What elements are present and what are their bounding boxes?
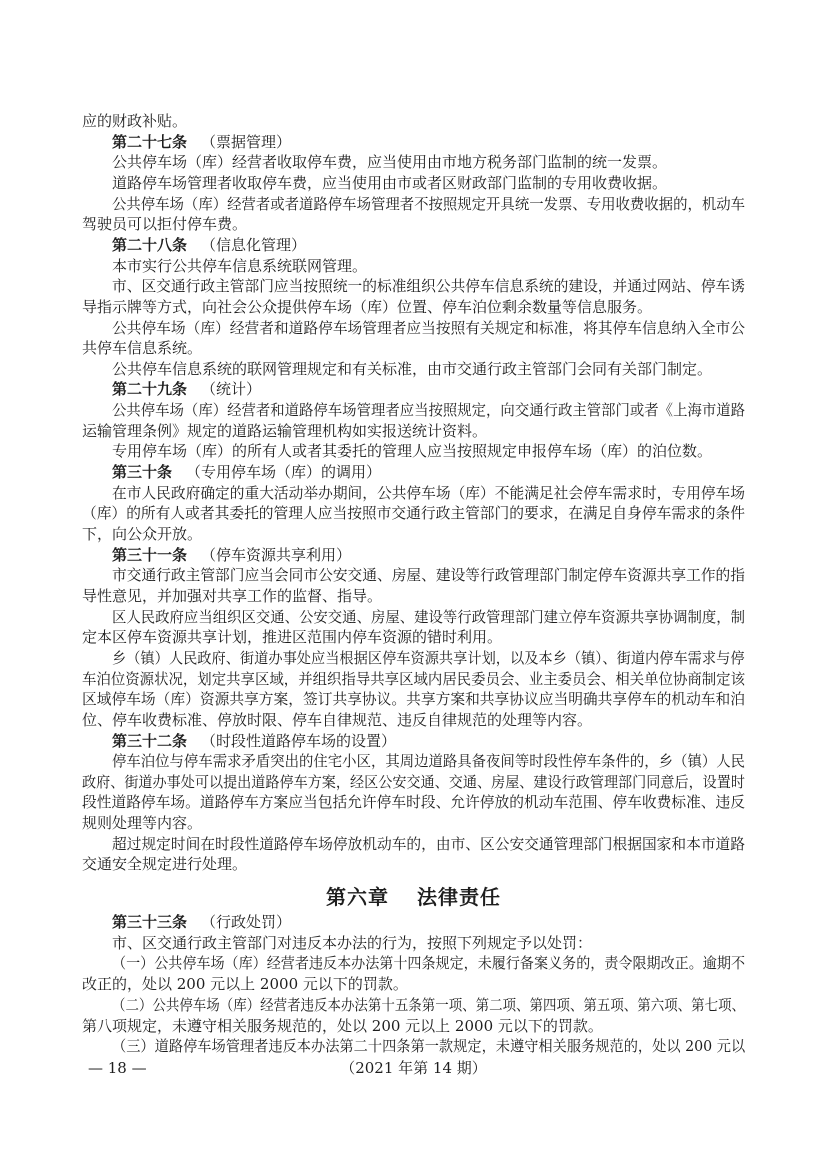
paragraph-line: 导指示牌等方式，向社会公众提供停车场（库）位置、停车泊位剩余数量等信息服务。 — [82, 297, 653, 316]
paragraph-line: 区人民政府应当组织区交通、公安交通、房屋、建设等行政管理部门建立停车资源共享协调制度，制 — [112, 607, 746, 626]
article-heading — [112, 731, 745, 751]
paragraph-line: （库）的所有人或者其委托的管理人应当按照市交通行政主管部门的要求，在满足自身停车需求的条件 — [82, 504, 746, 523]
paragraph-line: 停车泊位与停车需求矛盾突出的住宅小区，其周边道路具备夜间等时段性停车条件的，乡（镇）人民 — [112, 752, 746, 771]
paragraph-line: 车泊位资源状况，划定共享区域，并组织指导共享区域内居民委员会、业主委员会、相关单位协商制定该 — [82, 669, 746, 688]
paragraph-line: 公共停车信息系统的联网管理规定和有关标准，由市交通行政主管部门会同有关部门制定。 — [112, 359, 713, 378]
paragraph-line: 区域停车场（库）资源共享方案，签订共享协议。共享方案和共享协议应当明确共享停车的机动车和泊 — [82, 690, 746, 709]
paragraph-line: 乡（镇）人民政府、街道办事处应当根据区停车资源共享计划，以及本乡（镇）、街道内停车需求与停 — [112, 648, 745, 667]
article-number: 第三十三条 — [112, 913, 188, 931]
article-heading — [112, 462, 745, 482]
paragraph-line: 规则处理等内容。 — [82, 814, 203, 833]
chapter-heading — [0, 884, 827, 910]
page-number: — 18 — — [88, 1059, 147, 1077]
paragraph-line: （二）公共停车场（库）经营者违反本办法第十五条第一项、第二项、第四项、第五项、第六项、第七项、 — [112, 995, 746, 1014]
article-title: （票据管理） — [201, 132, 292, 151]
article-number: 第二十七条 — [112, 132, 188, 151]
chapter-number: 第六章 — [326, 885, 389, 909]
article-title: （信息化管理） — [201, 235, 307, 254]
paragraph-line: 市交通行政主管部门应当会同市公安交通、房屋、建设等行政管理部门制定停车资源共享工作的指 — [112, 566, 746, 585]
paragraph-line: 市、区交通行政主管部门应当按照统一的标准组织公共停车信息系统的建设，并通过网站、停车诱 — [112, 277, 746, 296]
article-heading — [112, 235, 745, 255]
paragraph-line: 第八项规定，未遵守相关服务规范的，处以 200 元以上 2000 元以下的罚款。 — [82, 1016, 603, 1035]
issue-label: （2021 年第 14 期） — [340, 1059, 487, 1077]
article-number: 第二十九条 — [112, 380, 188, 399]
paragraph-line: 交通安全规定进行处理。 — [82, 855, 248, 874]
paragraph-line: 应的财政补贴。 — [82, 112, 188, 130]
paragraph-line: 专用停车场（库）的所有人或者其委托的管理人应当按照规定申报停车场（库）的泊位数。 — [112, 442, 713, 461]
article-title: （专用停车场（库）的调用） — [186, 463, 382, 482]
article-title: （统计） — [201, 380, 262, 399]
paragraph-line: 公共停车场（库）经营者或者道路停车场管理者不按照规定开具统一发票、专用收费收据的，机动车 — [112, 194, 746, 213]
paragraph-line: （三）道路停车场管理者违反本办法第二十四条第一款规定，未遵守相关服务规范的，处以 200 元以 — [112, 1037, 746, 1056]
article-number: 第二十八条 — [112, 235, 188, 254]
paragraph-line: 运输管理条例》规定的道路运输管理机构如实报送统计资料。 — [82, 421, 488, 440]
article-number: 第三十一条 — [112, 545, 188, 564]
paragraph-line: （一）公共停车场（库）经营者违反本办法第十四条规定，未履行备案义务的，责令限期改正。逾期不 — [112, 954, 746, 973]
article-heading — [112, 545, 745, 565]
paragraph-line: 改正的，处以 200 元以上 2000 元以下的罚款。 — [82, 975, 408, 994]
paragraph-line: 下，向公众开放。 — [82, 525, 203, 543]
paragraph-line: 驾驶员可以拒付停车费。 — [82, 215, 248, 234]
paragraph-line: 公共停车场（库）经营者和道路停车场管理者应当按照有关规定和标准，将其停车信息纳入全市公 — [112, 318, 746, 337]
paragraph-line: 位、停车收费标准、停放时限、停车自律规范、违反自律规范的处理等内容。 — [82, 710, 593, 729]
paragraph-line: 段性道路停车场。道路停车方案应当包括允许停车时段、允许停放的机动车范围、停车收费标准、违反 — [82, 793, 746, 812]
paragraph-line: 市、区交通行政主管部门对违反本办法的行为，按照下列规定予以处罚： — [112, 933, 593, 952]
paragraph-line: 政府、街道办事处可以提出道路停车方案，经区公安交通、交通、房屋、建设行政管理部门同意后，设置时 — [82, 772, 746, 791]
paragraph-line: 共停车信息系统。 — [82, 339, 203, 358]
paragraph-line: 在市人民政府确定的重大活动举办期间，公共停车场（库）不能满足社会停车需求时，专用停车场 — [112, 483, 746, 502]
paragraph-line: 本市实行公共停车信息系统联网管理。 — [112, 256, 368, 275]
paragraph-line: 公共停车场（库）经营者收取停车费，应当使用由市地方税务部门监制的统一发票。 — [112, 153, 668, 172]
paragraph-line: 导性意见，并加强对共享工作的监督、指导。 — [82, 586, 383, 605]
paragraph-line: 公共停车场（库）经营者和道路停车场管理者应当按照规定，向交通行政主管部门或者《上海市道路 — [112, 401, 746, 420]
article-title: （行政处罚） — [201, 913, 292, 931]
article-heading — [112, 912, 745, 932]
paragraph-line: 道路停车场管理者收取停车费，应当使用由市或者区财政部门监制的专用收费收据。 — [112, 173, 668, 192]
article-number: 第三十条 — [112, 463, 173, 482]
article-title: （停车资源共享利用） — [201, 545, 352, 564]
article-heading — [112, 132, 745, 152]
article-number: 第三十二条 — [112, 731, 188, 750]
paragraph-line: 超过规定时间在时段性道路停车场停放机动车的，由市、区公安交通管理部门根据国家和本市道路 — [112, 834, 746, 853]
article-heading — [112, 379, 745, 399]
paragraph-line: 定本区停车资源共享计划，推进区范围内停车资源的错时利用。 — [82, 628, 503, 647]
article-title: （时段性道路停车场的设置） — [201, 731, 397, 750]
chapter-title: 法律责任 — [417, 885, 501, 909]
